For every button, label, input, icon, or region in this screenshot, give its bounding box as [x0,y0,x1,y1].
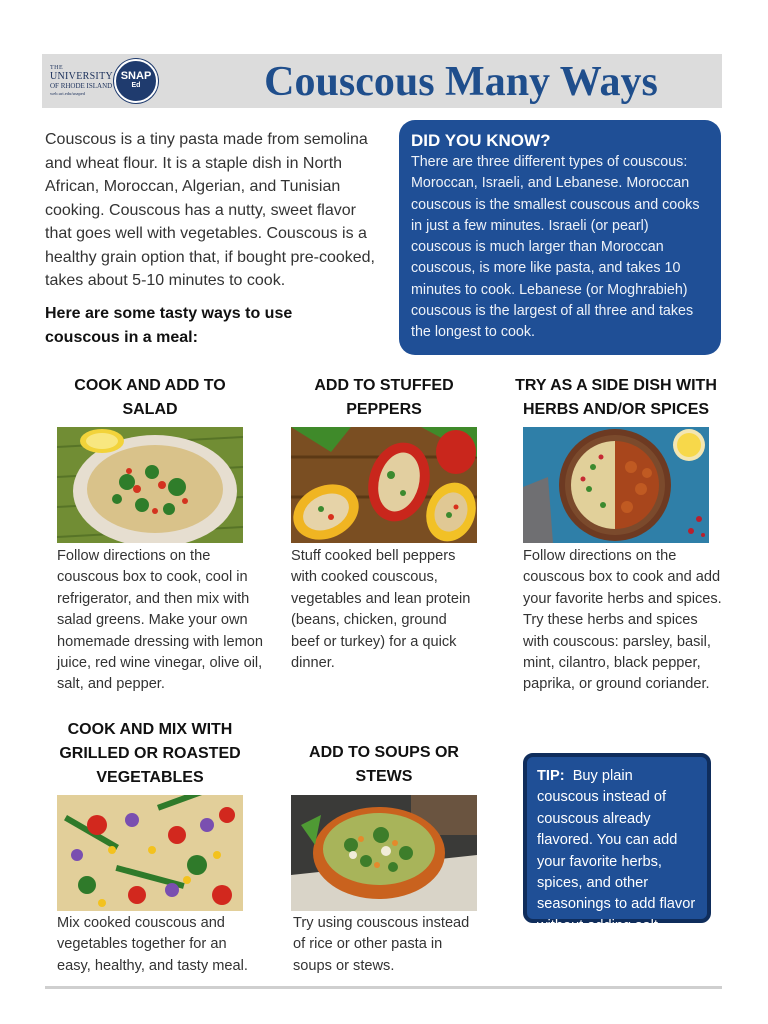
vegetables-photo [57,795,243,911]
card-salad-title: COOK AND ADD TO SALAD [74,377,226,418]
card-side-dish-title-wrap [511,374,721,422]
page-title: Couscous Many Ways [264,59,658,105]
card-soups-title: ADD TO SOUPS OR STEWS [309,744,459,785]
card-side-dish-text: Follow directions on the couscous box to cook and add your favorite herbs and spices. Try these herbs and spices with couscous: parsley, basil, mint, cilantro, black pepper, paprika, or ground coriander. [523,548,722,693]
tip-text: Buy plain couscous instead of couscous already flavored. You can add your favorite herbs, spices, and other seasonings to add flavor without adding salt. [537,768,696,934]
uri-snap-ed-logo [50,58,156,104]
tip-box [523,753,711,934]
card-side-dish-title: TRY AS A SIDE DISH WITH HERBS AND/OR SPICES [515,377,717,418]
tip-label: TIP: [537,768,565,784]
card-vegetables-title-wrap [45,718,255,790]
header-banner [42,54,722,108]
card-salad-title-wrap [45,374,255,422]
soup-photo [291,795,477,911]
ways-heading: Here are some tasty ways to use couscous in a meal: [45,305,293,346]
card-soups-title-wrap [279,741,489,789]
card-soups-text: Try using couscous instead of rice or other pasta in soups or stews. [293,915,470,974]
did-you-know-body: There are three different types of couscous: Moroccan, Israeli, and Lebanese. Moroccan couscous is the smallest couscous and cooks in just a few minutes. Israeli (or pearl) couscous is much larger than Moroccan couscous, is more like pasta, and takes 10 minutes to cook. Lebanese (or Moghrabieh) couscous is the largest of all three and takes the longest to cook. [411,154,700,341]
did-you-know-title: DID YOU KNOW? [411,131,551,150]
card-peppers-title: ADD TO STUFFED PEPPERS [314,377,454,418]
card-peppers-text: Stuff cooked bell peppers with cooked couscous, vegetables and lean protein (beans, chicken, ground beef or turkey) for a quick dinner. [291,548,471,672]
card-vegetables-title: COOK AND MIX WITH GRILLED OR ROASTED VEGETABLES [59,721,241,786]
salad-photo [57,427,243,543]
side-dish-photo [523,427,709,543]
logo-line-1: THE [50,65,64,71]
snap-ed-seal-icon: SNAP Ed [114,59,158,103]
logo-line-2: UNIVERSITY [50,71,113,82]
intro-paragraph: Couscous is a tiny pasta made from semolina and wheat flour. It is a staple dish in North African, Moroccan, Algerian, and Tunisian cooking. Couscous has a nutty, sweet flavor that goes well with vegetables. Couscous is a healthy grain option that, if bought pre-cooked, takes about 5-10 minutes to cook. [45,131,375,289]
card-peppers-title-wrap [279,374,489,422]
card-salad-text: Follow directions on the couscous box to cook, cool in refrigerator, and then mix with salad greens. Make your own homemade dressing with lemon juice, red wine vinegar, olive oil, salt, and pepper. [57,548,264,693]
did-you-know-box [399,120,721,355]
logo-line-3: OF RHODE ISLAND [50,82,113,90]
footer-divider [45,986,722,989]
card-vegetables-text: Mix cooked couscous and vegetables together for an easy, healthy, and tasty meal. [57,915,248,974]
stuffed-peppers-photo [291,427,477,543]
logo-line-4: web.uri.edu/snaped [50,91,85,96]
